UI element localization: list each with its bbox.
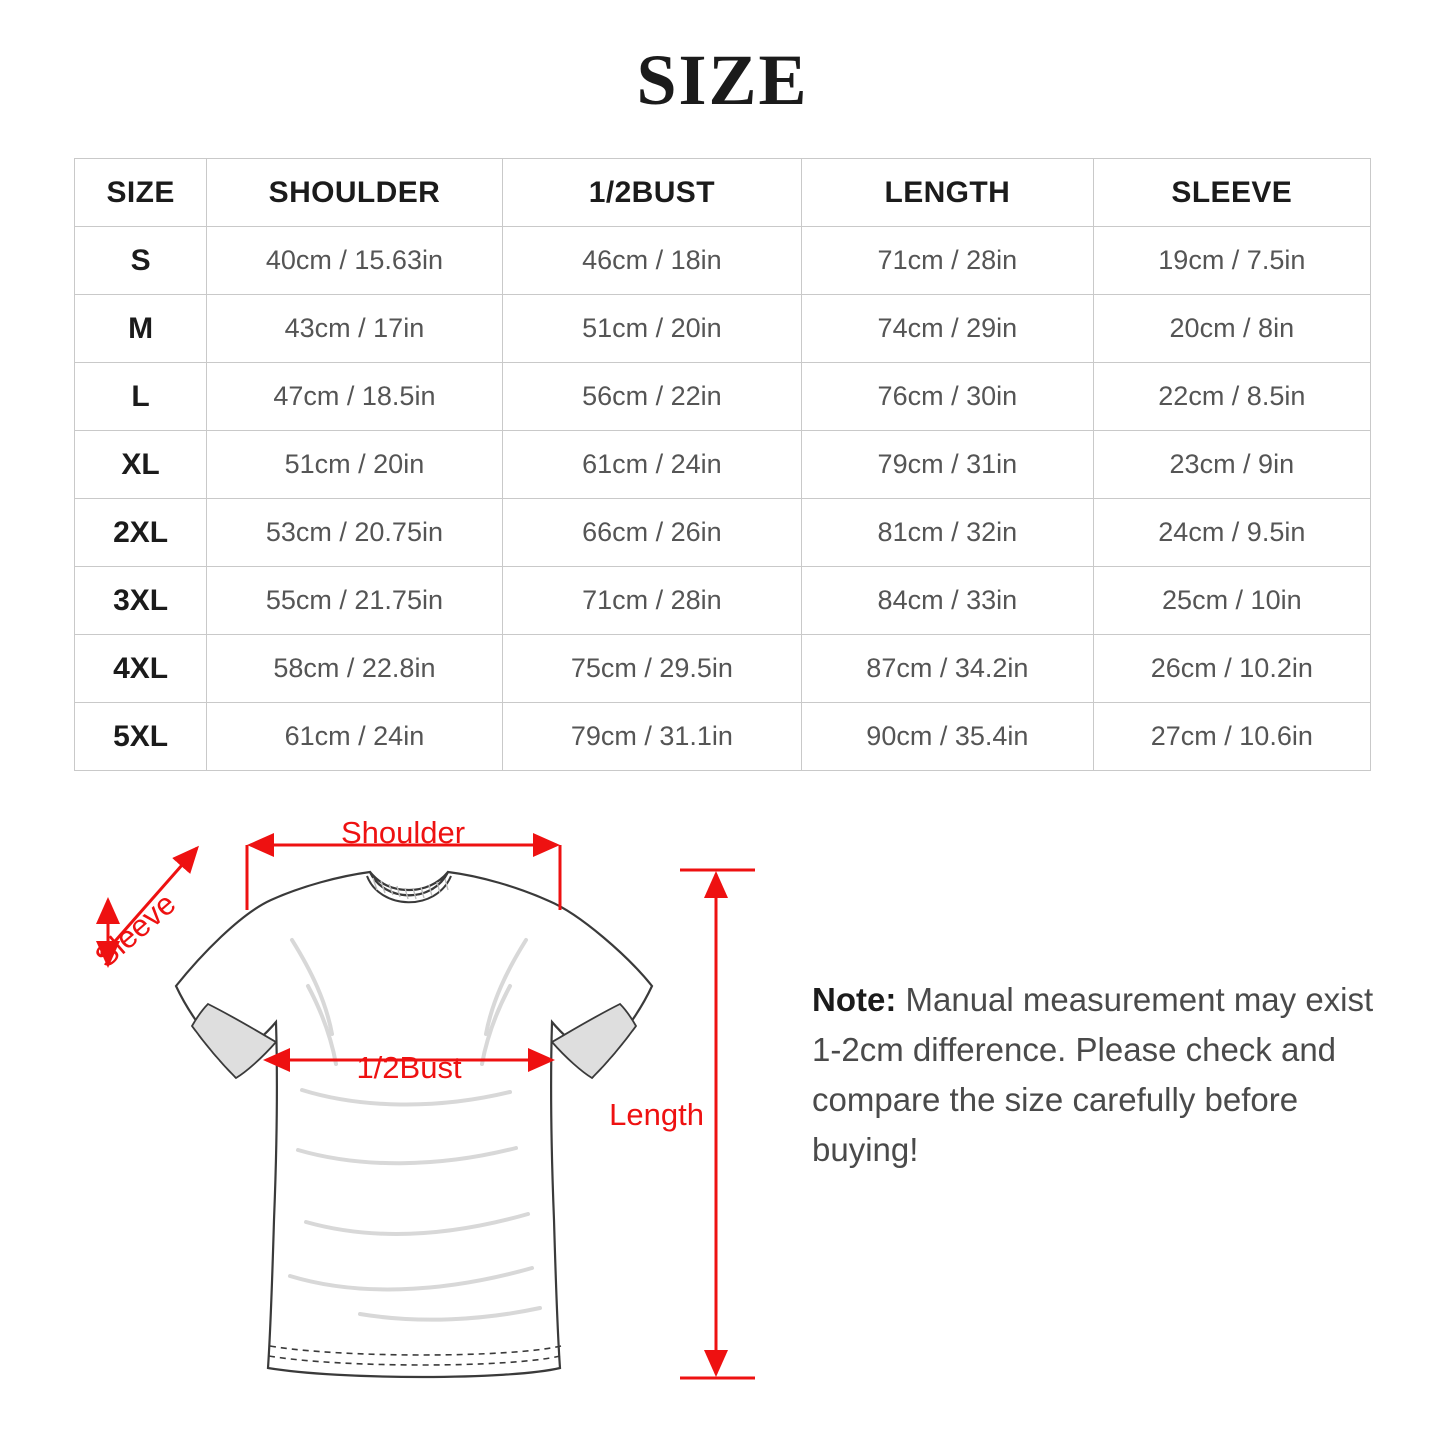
cell-size: 5XL	[75, 703, 207, 771]
cell-length: 87cm / 34.2in	[802, 635, 1094, 703]
tshirt-illustration	[176, 872, 652, 1377]
page-title: SIZE	[636, 40, 809, 120]
column-header-length: LENGTH	[802, 159, 1094, 227]
table-row	[75, 635, 1371, 703]
cell-bust: 66cm / 26in	[502, 499, 801, 567]
note-text	[812, 975, 1392, 1176]
cell-sleeve: 24cm / 9.5in	[1093, 499, 1370, 567]
cell-size: 2XL	[75, 499, 207, 567]
table-row	[75, 431, 1371, 499]
column-header-shoulder: SHOULDER	[207, 159, 502, 227]
cell-size: S	[75, 227, 207, 295]
cell-bust: 61cm / 24in	[502, 431, 801, 499]
cell-shoulder: 51cm / 20in	[207, 431, 502, 499]
cell-bust: 46cm / 18in	[502, 227, 801, 295]
cell-sleeve: 26cm / 10.2in	[1093, 635, 1370, 703]
cell-length: 90cm / 35.4in	[802, 703, 1094, 771]
cell-bust: 56cm / 22in	[502, 363, 801, 431]
table-row	[75, 227, 1371, 295]
cell-sleeve: 25cm / 10in	[1093, 567, 1370, 635]
table-row	[75, 567, 1371, 635]
column-header-bust: 1/2BUST	[502, 159, 801, 227]
size-table-container	[74, 158, 1371, 771]
table-row	[75, 499, 1371, 567]
cell-shoulder: 55cm / 21.75in	[207, 567, 502, 635]
note-prefix: Note:	[812, 981, 897, 1018]
cell-shoulder: 40cm / 15.63in	[207, 227, 502, 295]
cell-length: 71cm / 28in	[802, 227, 1094, 295]
table-row	[75, 295, 1371, 363]
cell-sleeve: 20cm / 8in	[1093, 295, 1370, 363]
cell-shoulder: 43cm / 17in	[207, 295, 502, 363]
cell-sleeve: 23cm / 9in	[1093, 431, 1370, 499]
cell-length: 79cm / 31in	[802, 431, 1094, 499]
cell-size: 3XL	[75, 567, 207, 635]
tshirt-measurement-diagram	[40, 790, 800, 1410]
cell-sleeve: 22cm / 8.5in	[1093, 363, 1370, 431]
cell-size: 4XL	[75, 635, 207, 703]
size-table	[74, 158, 1371, 771]
cell-size: L	[75, 363, 207, 431]
cell-bust: 51cm / 20in	[502, 295, 801, 363]
cell-sleeve: 27cm / 10.6in	[1093, 703, 1370, 771]
cell-sleeve: 19cm / 7.5in	[1093, 227, 1370, 295]
table-row	[75, 703, 1371, 771]
sleeve-label: Sleeve	[87, 885, 183, 975]
bust-label: 1/2Bust	[356, 1050, 462, 1085]
column-header-size: SIZE	[75, 159, 207, 227]
cell-length: 81cm / 32in	[802, 499, 1094, 567]
cell-shoulder: 61cm / 24in	[207, 703, 502, 771]
cell-shoulder: 53cm / 20.75in	[207, 499, 502, 567]
table-row	[75, 363, 1371, 431]
note-body: Manual measurement may exist 1-2cm difference. Please check and compare the size carefully before buying!	[812, 981, 1374, 1169]
cell-length: 84cm / 33in	[802, 567, 1094, 635]
length-label: Length	[609, 1097, 704, 1132]
table-header-row	[75, 159, 1371, 227]
column-header-sleeve: SLEEVE	[1093, 159, 1370, 227]
cell-size: M	[75, 295, 207, 363]
cell-shoulder: 47cm / 18.5in	[207, 363, 502, 431]
cell-length: 74cm / 29in	[802, 295, 1094, 363]
cell-shoulder: 58cm / 22.8in	[207, 635, 502, 703]
cell-length: 76cm / 30in	[802, 363, 1094, 431]
cell-size: XL	[75, 431, 207, 499]
cell-bust: 75cm / 29.5in	[502, 635, 801, 703]
cell-bust: 71cm / 28in	[502, 567, 801, 635]
shoulder-label: Shoulder	[340, 815, 466, 850]
cell-bust: 79cm / 31.1in	[502, 703, 801, 771]
